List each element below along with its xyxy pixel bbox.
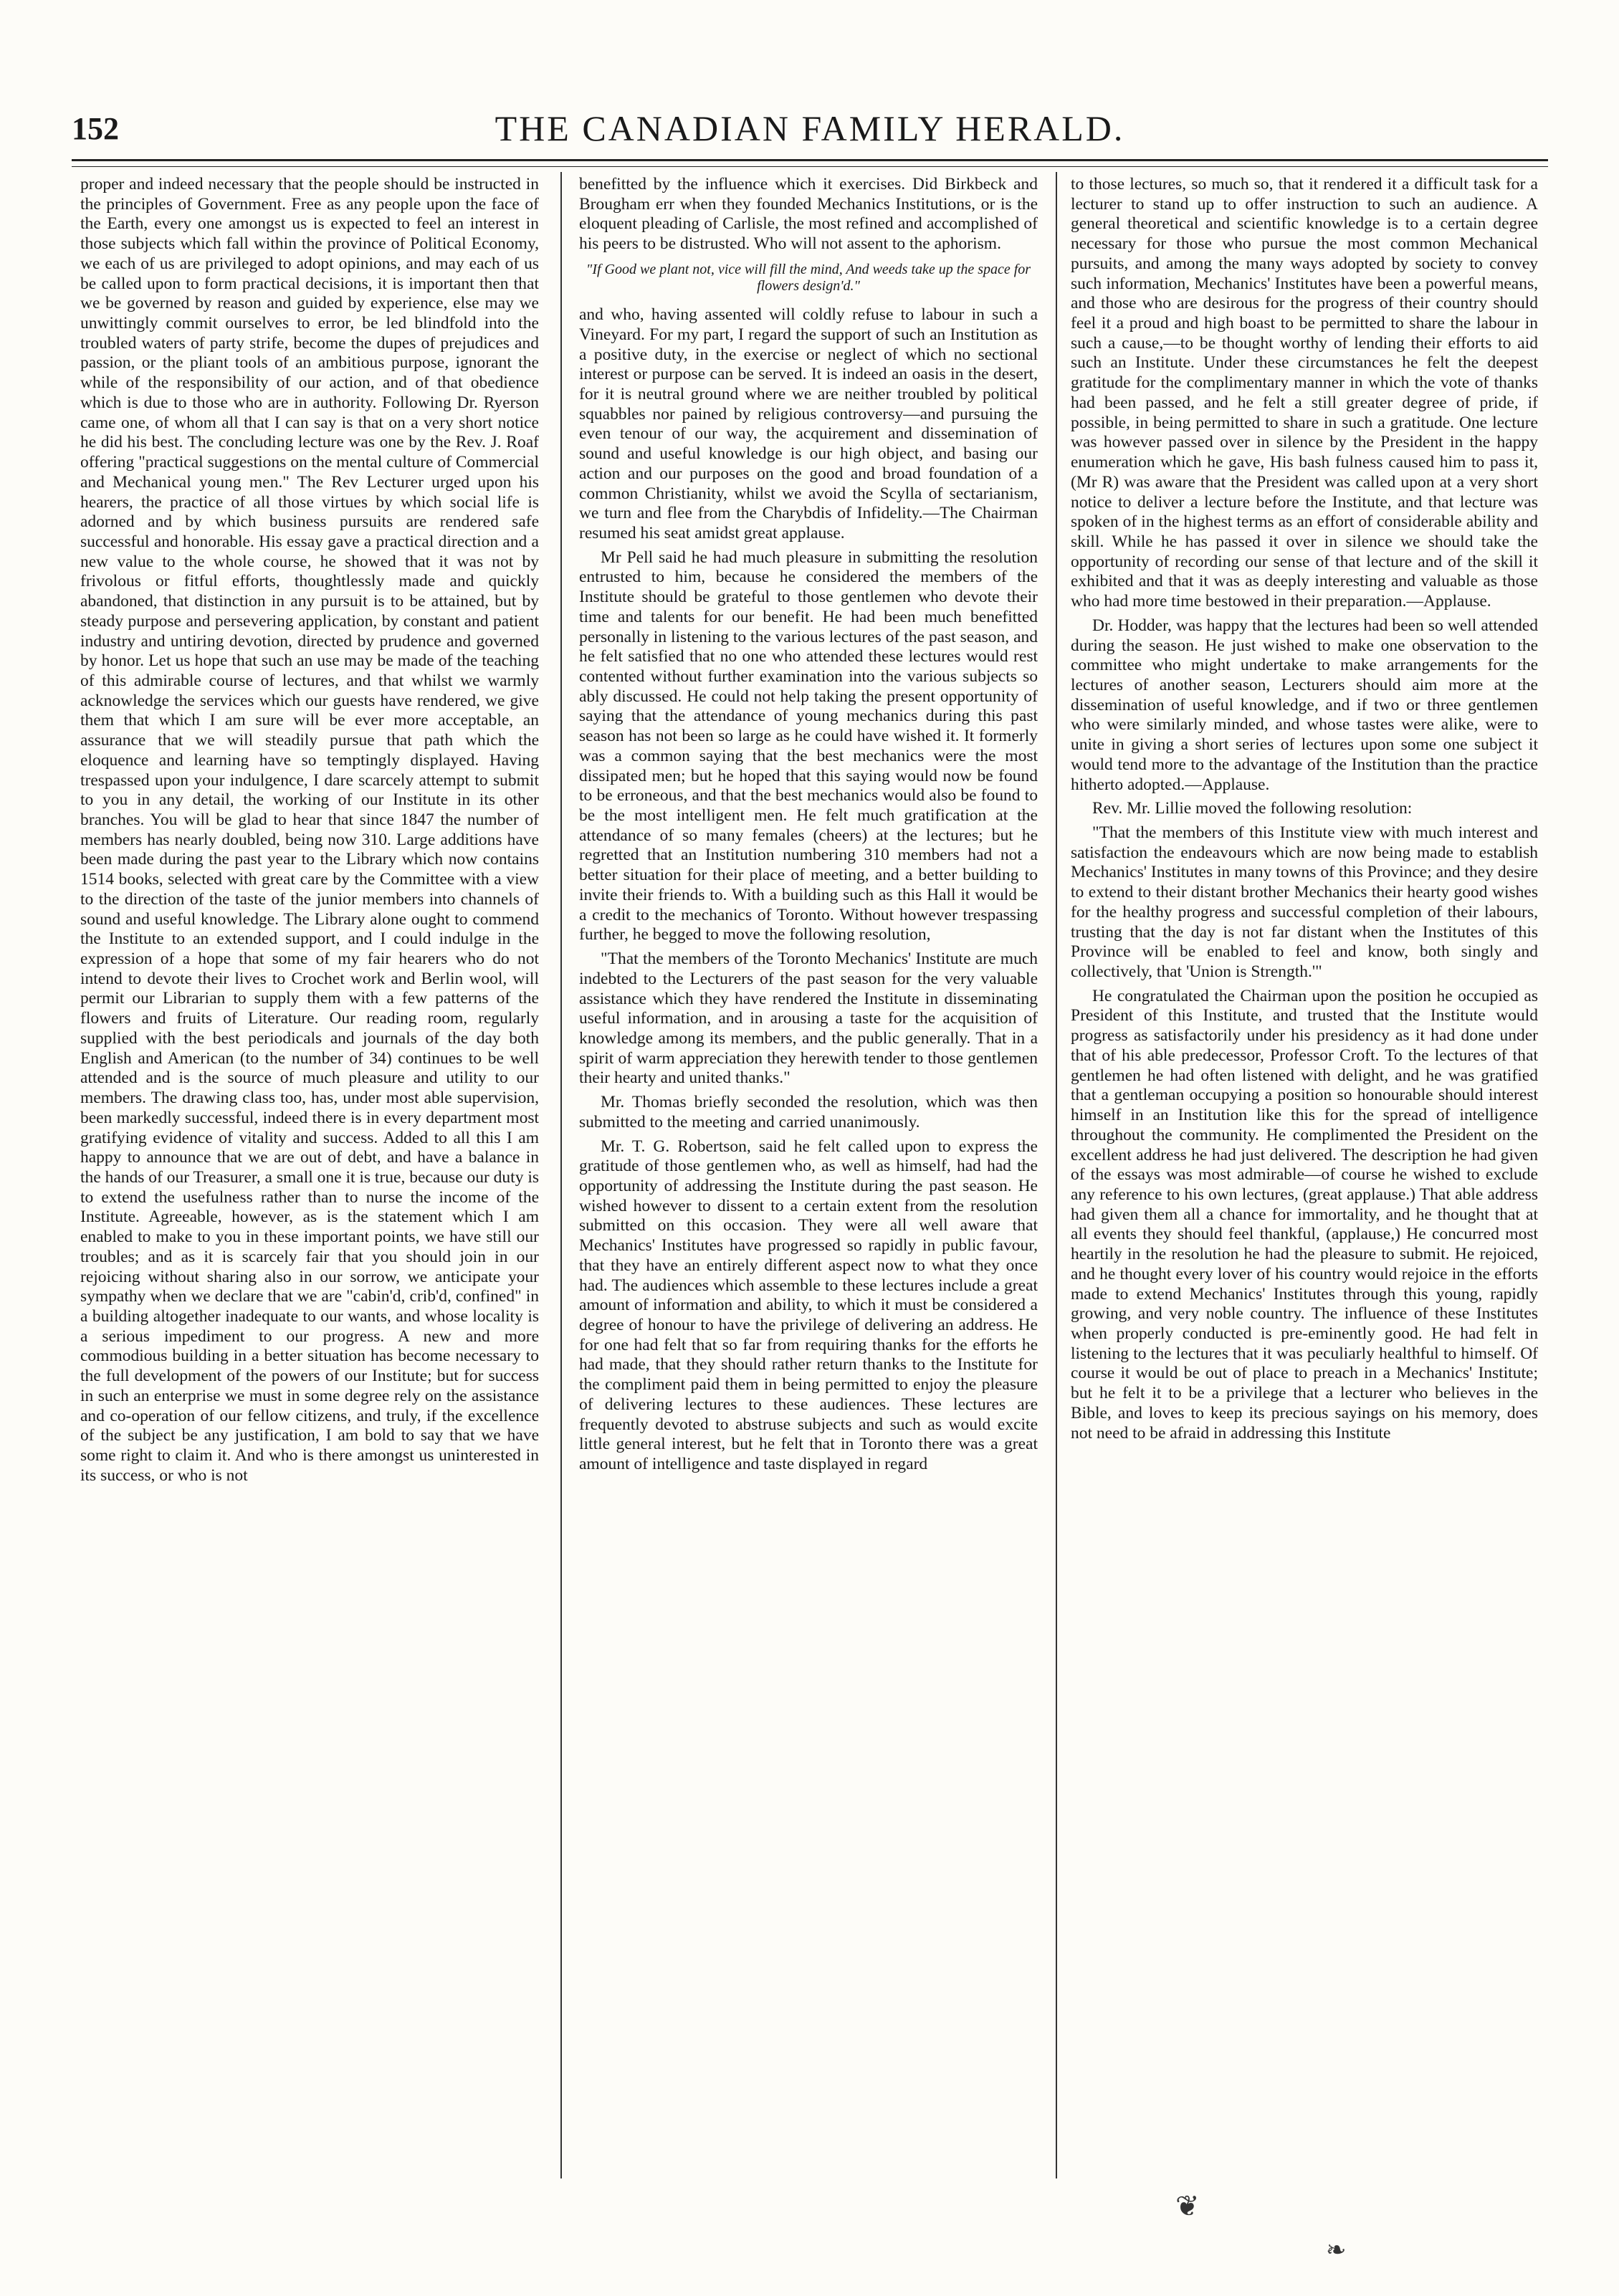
column-divider-2 (1056, 172, 1057, 2178)
page-number: 152 (72, 111, 119, 146)
article-paragraph: Dr. Hodder, was happy that the lectures had been so well attended during the season. He just wished to make one observation to the committee who might undertake to make arrangements for the lectures of another season, Lecturers should aim more at the dissemination of useful knowledge, and if two or three gentlemen who were similarly minded, and whose tastes were alike, were to unite in giving a short series of lectures upon some one subject it would tend more to the advantage of the Institution than the practice hitherto adopted.—Applause. (1071, 616, 1538, 794)
article-paragraph: proper and indeed necessary that the people should be instructed in the principles of Government. Free as any people upon the face of the Earth, every one amongst us is expected to feel an interest in those subjects which fall within the province of Political Economy, we each of us are privileged to adopt opinions, and may each of us be called upon to form practical decisions, it is important then that we be governed by reason and guided by experience, else may we unwittingly commit ourselves to error, be led blindfold into the troubled waters of party strife, become the dupes of prejudices and passion, or the pliant tools of an ambitious purpose, ignorant the while of the responsibility of our action, and of that obedience which is due to those who are in authority. Following Dr. Ryerson came one, of whom all that I can say is that on a very short notice he did his best. The concluding lecture was one by the Rev. J. Roaf offering "practical suggestions on the mental culture of Commercial and Mechanical young men." The Rev Lecturer urged upon his hearers, the practice of all those virtues by which social life is adorned and by which business pursuits are rendered safe successful and honorable. His essay gave a practical direction and a new value to the whole course, he showed that it was not by frivolous or fitful efforts, thoughtlessly made and quickly abandoned, that distinction in any pursuit is to be attained, but by steady purpose and persevering application, by constant and patient industry and untiring devotion, directed by prudence and governed by honor. Let us hope that such an use may be made of the teaching of this admirable course of lectures, and that whilst we warmly acknowledge the services which our guests have rendered, we give them that which I am sure will be ever more acceptable, an assurance that we will steadily pursue that path which the eloquence and learning have so temptingly displayed. Having trespassed upon your indulgence, I dare scarcely attempt to submit to you in any detail, the working of our Institute in its other branches. You will be glad to hear that since 1847 the number of members has nearly doubled, being now 310. Large additions have been made during the past year to the Library which now contains 1514 books, selected with great care by the Committee with a view to the direction of the taste of the junior members into channels of sound and useful knowledge. The Library alone ought to commend the Institute to an extended support, and I could indulge in the expression of a hope that some of my fair hearers who do not intend to devote their lives to Crochet work and Berlin wool, will permit our Librarian to supply them with a few patterns of the flowers and fruits of Literature. Our reading room, regularly supplied with the best periodicals and journals of the day both English and American (to the number of 34) continues to be well attended and is the source of much pleasure and utility to our members. The drawing class too, has, under most able supervision, been markedly successful, indeed there is in every department most gratifying evidence of vitality and success. Added to all this I am happy to announce that we are out of debt, and have a balance in the hands of our Treasurer, a small one it is true, because our duty is to extend the usefulness rather than to nurse the income of the Institute. Agreeable, however, as is the statement which I am enabled to make to you in these important points, we have still our troubles; and as it is scarcely fair that you should join in our rejoicing without sharing also in our sorrow, we anticipate your sympathy when we declare that we are "cabin'd, crib'd, confined" in a building altogether inadequate to our wants, and whose locality is a serious impediment to our progress. A new and more commodious building in a better situation has become necessary to the full development of the powers of our Institute; but for success in such an enterprise we must in some degree rely on the assistance and co-operation of our fellow citizens, and truly, if the excellence of the subject be any justification, I am bold to say that we have some right to claim it. And who is there amongst us uninterested in its success, or who is not (80, 175, 539, 1485)
header-rule (72, 159, 1548, 161)
resolution-text: "That the members of this Institute view with much interest and satisfaction the endeavours which are now being made to establish Mechanics' Institutes in many towns of this Province; and they desire to extend to their distant brother Mechanics their hearty good wishes for the healthy progress and successful completion of their labours, trusting that the day is not far distant when the Institutes of this Province will be enabled to feel and know, both singly and collectively, that 'Union is Strength.'" (1071, 823, 1538, 982)
column-divider-1 (560, 172, 562, 2178)
article-paragraph: and who, having assented will coldly refuse to labour in such a Vineyard. For my part, I regard the support of such an Institution as a positive duty, in the exercise or neglect of which no sectional interest or purpose can be served. It is indeed an oasis in the desert, for it is neutral ground where we are neither troubled by political squabbles nor pained by religious controversy—and pursuing the even tenour of our way, the acquirement and dissemination of sound and useful knowledge is our high object, and basing our action and our purposes on the good and broad foundation of a common Christianity, whilst we avoid the Scylla of sectarianism, we turn and flee from the Charybdis of Infidelity.—The Chairman resumed his seat amidst great applause. (579, 305, 1038, 542)
text-column-3 (1071, 175, 1538, 2174)
article-paragraph: Mr. T. G. Robertson, said he felt called upon to express the gratitude of those gentlemen who, as well as himself, had had the opportunity of addressing the Institute during the past season. He wished however to dissent to a certain extent from the resolution submitted on this occasion. They were all well aware that Mechanics' Institutes have progressed so rapidly in public favour, that they have an entirely different aspect now to what they once had. The audiences which assemble to these lectures include a great amount of information and ability, to which it must be considered a degree of honour to have the privilege of delivering an address. He for one had felt that so far from requiring thanks for the efforts he had made, that they should rather return thanks to the Institute for the compliment paid them in being permitted to enjoy the pleasure of delivering lectures to these audiences. These lectures are frequently devoted to abstruse subjects and such as would excite little general interest, but he felt that in Toronto there was a great amount of intelligence and taste displayed in regard (579, 1137, 1038, 1474)
ornament-icon-bottom: ❧ (1326, 2237, 1347, 2264)
article-paragraph: Mr Pell said he had much pleasure in submitting the resolution entrusted to him, because he considered the members of the Institute should be grateful to those gentlemen who devote their time and talents for our benefit. He had been much benefitted personally in listening to the various lectures of the past season, and he felt satisfied that no one who attended these lectures would rest contented without further examination into the various subjects so ably discussed. He could not help taking the present opportunity of saying that the attendance of young mechanics during this past season has not been so large as he could have wished it. It formerly was a common saying that the best mechanics were the most dissipated men; but he hoped that this saying would now be found to be erroneous, and that the best mechanics would also be found to be the most intelligent men. He felt much gratification at the attendance of so many females (cheers) at the lectures; but he regretted that an Institution numbering 310 members had not a better situation for their place of meeting, and a better building to invite their friends to. With a building such as this Hall it would be a credit to the mechanics of Toronto. Without however trespassing further, he begged to move the following resolution, (579, 547, 1038, 944)
header-rule-thin (72, 166, 1548, 167)
resolution-text: "That the members of the Toronto Mechanics' Institute are much indebted to the Lecturers of the past season for the very valuable assistance which they have rendered the Institute in disseminating useful information, and in arousing a taste for the acquisition of knowledge among its members, and the public generally. That in a spirit of warm appreciation they herewith tender to those gentlemen their hearty and united thanks." (579, 950, 1038, 1088)
masthead-title: THE CANADIAN FAMILY HERALD. (495, 108, 1125, 148)
verse-quote: "If Good we plant not, vice will fill the mind, And weeds take up the space for flowers design'd." (586, 261, 1031, 295)
article-paragraph: Rev. Mr. Lillie moved the following resolution: (1092, 799, 1413, 818)
ornament-icon: ❦ (1175, 2190, 1200, 2222)
article-paragraph: Mr. Thomas briefly seconded the resolution, which was then submitted to the meeting and carried unanimously. (579, 1093, 1038, 1132)
article-paragraph: benefitted by the influence which it exercises. Did Birkbeck and Brougham err when they founded Mechanics Institutions, or is the eloquent pleading of Carlisle, the most refined and accomplished of his peers to be distrusted. Who will not assent to the aphorism. (579, 175, 1038, 254)
page-header (72, 107, 1548, 158)
text-column-1 (80, 175, 539, 2174)
article-paragraph: to those lectures, so much so, that it rendered it a difficult task for a lecturer to stand up to offer instruction to such an audience. A general theoretical and scientific knowledge is to a certain degree necessary for those who pursue the most common Mechanical pursuits, and among the many ways adopted by society to convey such information, Mechanics' Institutes have been a powerful means, and those who are desirous for the progress of their country should feel it a proud and high boast to be permitted to share the labour in such a cause,—to be thought worthy of lending their efforts to aid such an Institute. Under these circumstances he felt the deepest gratitude for the complimentary manner in which the vote of thanks had been passed, and he felt a still greater degree of pride, if possible, in being permitted to share in such a gratitude. One lecture was however passed over in silence by the President in the happy enumeration which he gave, His bash fulness caused him to pass it, (Mr R) was aware that the President was called upon at a very short notice to deliver a lecture before the Institute, and that lecture was spoken of in the highest terms as an effort of considerable ability and skill. While he has passed it over in silence we should take the opportunity of recording our sense of that lecture and of the skill it exhibited and that it was as deeply interesting and valuable as those who had more time bestowed in their preparation.—Applause. (1071, 175, 1538, 611)
text-column-2 (579, 175, 1038, 2174)
article-paragraph: He congratulated the Chairman upon the position he occupied as President of this Institute, and trusted that the Institute would progress as satisfactorily under his presidency as it had done under that of his able predecessor, Professor Croft. To the lectures of that gentlemen he had often listened with delight, and he was gratified that a gentleman occupying a position so honourable should interest himself in an Institution like this for the spread of intelligence throughout the community. He complimented the President on the excellent address he had just delivered. The description he had given of the essays was most admirable—of course he wished to exclude any reference to his own lectures, (great applause.) That able address had given them all a chance for immortality, and he thought that at all events they should feel thankful, (applause,) He concurred most heartily in the resolution he had the pleasure to submit. He rejoiced, and he thought every lover of his country would rejoice in the efforts made to extend Mechanics' Institutes through this young, rapidly growing, and very noble country. The influence of these Institutes when properly conducted is pre-eminently good. He had felt in listening to the lectures that it was peculiarly healthful to himself. Of course it would be out of place to preach in a Mechanics' Institute; but he felt it to be a privilege that a lecturer who believes in the Bible, and loves to keep its precious sayings on his memory, does not need to be afraid in addressing this Institute (1071, 986, 1538, 1443)
